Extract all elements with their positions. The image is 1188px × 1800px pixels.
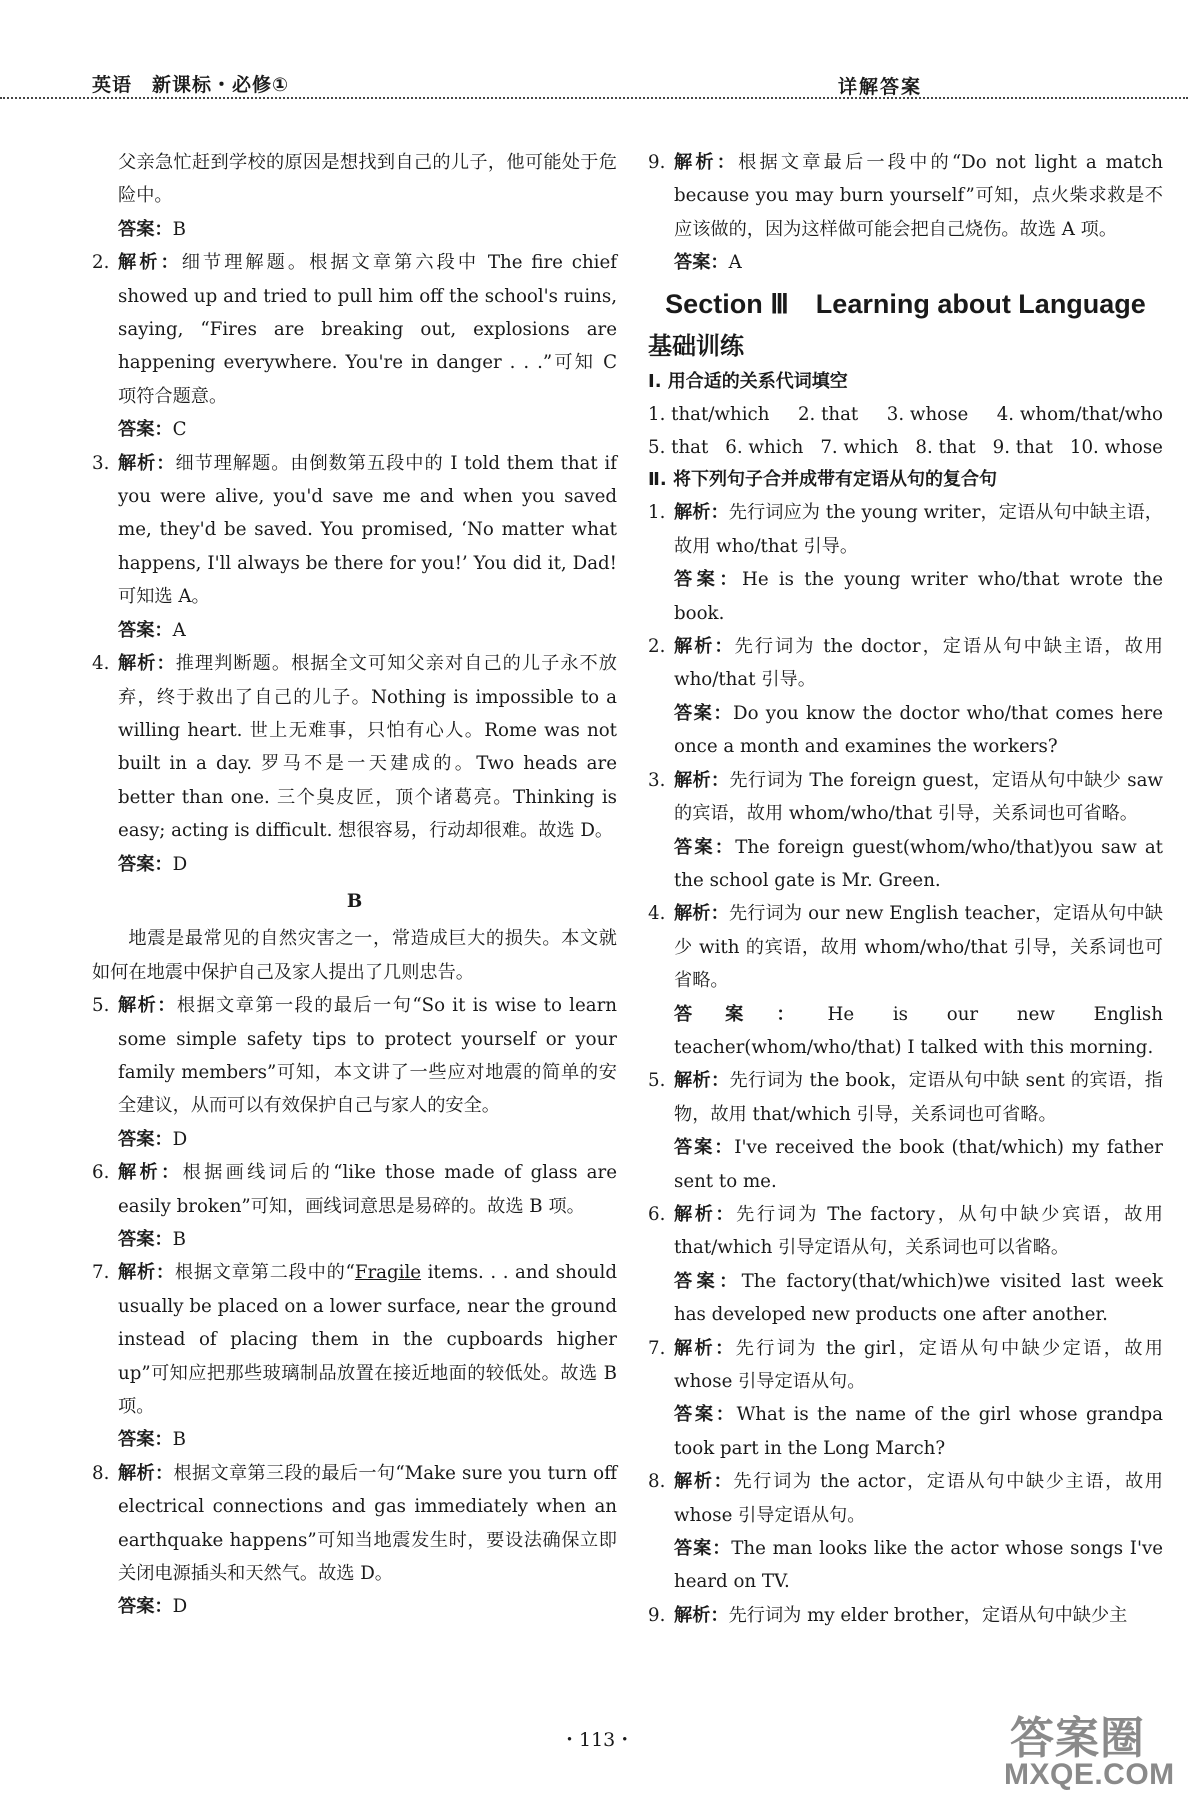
- analysis-label: 解析：: [118, 1462, 174, 1484]
- item-number: 4.: [648, 903, 666, 925]
- item-number: 9.: [648, 1604, 666, 1626]
- answer-label: 答案：: [118, 1429, 173, 1451]
- answer-label: 答案：: [674, 252, 729, 274]
- analysis-text: 根据画线词后的“like those made of glass are easily broken”可知，画线词意思是易碎的。故选 B 项。: [118, 1162, 617, 1217]
- passage-b-heading: B: [346, 890, 363, 912]
- answer-value: A: [728, 252, 742, 274]
- analysis-label: 解析：: [674, 636, 735, 658]
- analysis-label: 解析：: [674, 502, 729, 524]
- item-number: 8.: [648, 1471, 666, 1493]
- answer-value: The man looks like the actor whose songs I've heard on TV.: [674, 1538, 1163, 1593]
- item-number: 9.: [648, 152, 666, 173]
- answer-value: B: [172, 1429, 186, 1451]
- analysis-label: 解析：: [118, 995, 177, 1017]
- fill-answer: 9. that: [992, 437, 1053, 459]
- question-1: [648, 496, 1163, 563]
- item-7: [92, 1256, 617, 1423]
- answer-value: C: [172, 419, 187, 441]
- analysis-text: 细节理解题。根据文章第六段中 The fire chief showed up and tried to pull him off the school's ruins, saying, “Fires are breaking out, explosions are happening everywhere. You're in danger . . .”可知 C 项符合题意。: [118, 252, 617, 407]
- answer-label: 答案：: [118, 419, 173, 441]
- answer-3: [92, 614, 617, 647]
- analysis-label: 解析：: [674, 1471, 734, 1493]
- analysis-label: 解析：: [674, 903, 729, 925]
- answer-value: D: [172, 853, 188, 875]
- fill-answers-row-2: [648, 431, 1163, 464]
- analysis-text: 根据文章第一段的最后一句“So it is wise to learn some simple safety tips to protect yourself or your family members”可知，本文讲了一些应对地震的简单的安全建议，从而可以有效保护自己与家人的安全。: [118, 995, 617, 1117]
- item-5: [92, 989, 617, 1123]
- answer-q5: [648, 1131, 1163, 1198]
- answer-label: 答案：: [118, 619, 173, 641]
- question-5: [648, 1064, 1163, 1131]
- item-number: 3.: [648, 769, 666, 791]
- answer-label: 答案：: [674, 702, 733, 724]
- analysis-text: 先行词为 the doctor，定语从句中缺主语，故用 who/that 引导。: [674, 636, 1163, 691]
- answer-value: B: [172, 1229, 186, 1250]
- answer-q3: [648, 831, 1163, 898]
- answer-7: [92, 1423, 617, 1456]
- analysis-text: 先行词为 The factory，从句中缺少宾语，故用 that/which 引导定语从句，关系词也可以省略。: [674, 1203, 1163, 1259]
- answer-label: 答案：: [674, 1137, 735, 1159]
- watermark-logo: [1002, 1702, 1182, 1794]
- left-column: [92, 146, 617, 1624]
- answer-5: [92, 1123, 617, 1156]
- answer-label: 答案：: [674, 1270, 742, 1292]
- question-9: [648, 1599, 1163, 1632]
- analysis-text: 先行词为 The foreign guest，定语从句中缺少 saw 的宾语，故用 whom/who/that 引导，关系词也可省略。: [674, 769, 1163, 825]
- item-number: 7.: [92, 1262, 110, 1284]
- item-8: [92, 1457, 617, 1591]
- question-8: [648, 1465, 1163, 1532]
- question-6: [648, 1198, 1163, 1265]
- answer-6: [92, 1223, 617, 1256]
- fill-answer: 8. that: [915, 437, 976, 459]
- answer-9: [648, 246, 1163, 279]
- page-number: ・113・: [560, 1729, 635, 1751]
- analysis-label: 解析：: [118, 452, 176, 474]
- fill-answer: 3. whose: [886, 403, 969, 425]
- question-4: [648, 897, 1163, 997]
- item-number: 1.: [648, 502, 666, 524]
- analysis-label: 解析：: [118, 1162, 183, 1184]
- answer-4: [92, 848, 617, 881]
- item-number: 4.: [92, 653, 110, 675]
- item-1-continued: 父亲急忙赶到学校的原因是想找到自己的儿子，他可能处于危险中。: [118, 152, 617, 207]
- analysis-label: 解析：: [674, 152, 739, 173]
- analysis-text: 先行词为 our new English teacher，定语从句中缺少 with 的宾语，故用 whom/who/that 引导，关系词也可省略。: [674, 903, 1163, 992]
- question-3: [648, 764, 1163, 831]
- answer-label: 答案：: [674, 1003, 828, 1025]
- answer-q2: [648, 697, 1163, 764]
- watermark-text: 答案圈: [1010, 1713, 1145, 1764]
- item-number: 5.: [92, 995, 110, 1017]
- watermark-url: MXQE.COM: [1004, 1758, 1175, 1791]
- analysis-text: 先行词为 the actor，定语从句中缺少主语，故用 whose 引导定语从句。: [674, 1471, 1163, 1526]
- fill-answer: 6. which: [725, 437, 804, 459]
- section-label: 详解答案: [838, 76, 923, 98]
- answer-label: 答案：: [674, 836, 736, 858]
- analysis-label: 解析：: [118, 252, 182, 274]
- answer-value: The foreign guest(whom/who/that)you saw at the school gate is Mr. Green.: [674, 836, 1163, 891]
- item-number: 5.: [648, 1070, 666, 1092]
- analysis-label: 解析：: [674, 1203, 737, 1225]
- analysis-label: 解析：: [118, 653, 176, 675]
- page-header: [0, 0, 1188, 100]
- answer-value: Do you know the doctor who/that comes here once a month and examines the workers?: [674, 702, 1163, 758]
- analysis-text: 先行词为 the book，定语从句中缺 sent 的宾语，指物，故用 that/which 引导，关系词也可省略。: [674, 1070, 1163, 1125]
- fill-answer: 1. that/which: [648, 403, 770, 425]
- answer-value: A: [172, 619, 186, 641]
- answer-q7: [648, 1398, 1163, 1465]
- answer-2: [92, 413, 617, 446]
- answer-label: 答案：: [118, 218, 173, 240]
- analysis-label: 解析：: [674, 1337, 736, 1359]
- item-number: 7.: [648, 1337, 666, 1359]
- analysis-text: 先行词为 the girl，定语从句中缺少定语，故用 whose 引导定语从句。: [674, 1337, 1163, 1392]
- answer-1: [92, 213, 617, 246]
- answer-value: He is our new English teacher(whom/who/that) I talked with this morning.: [674, 1003, 1163, 1058]
- answer-label: 答案：: [118, 1229, 173, 1250]
- answer-value: The factory(that/which)we visited last week has developed new products one after another.: [674, 1270, 1163, 1326]
- fill-answer: 4. whom/that/who: [996, 403, 1163, 425]
- answer-label: 答案：: [118, 1596, 173, 1618]
- answer-value: I've received the book (that/which) my father sent to me.: [674, 1137, 1163, 1192]
- answer-label: 答案：: [674, 1538, 732, 1560]
- item-3: [92, 447, 617, 614]
- analysis-text: 推理判断题。根据全文可知父亲对自己的儿子永不放弃，终于救出了自己的儿子。Nothing is impossible to a willing heart. 世上无难事，只怕有心人。Rome was not built in a day. 罗马不是一天建成的。Two heads are better than one. 三个臭皮匠，顶个诸葛亮。Thinking is easy; acting is difficult. 想很容易，行动却很难。故选 D。: [118, 653, 617, 842]
- analysis-label: 解析：: [674, 769, 730, 791]
- item-number: 8.: [92, 1462, 110, 1484]
- passage-b-intro: 地震是最常见的自然灾害之一，常造成巨大的损失。本文就如何在地震中保护自己及家人提出了几则忠告。: [92, 928, 617, 983]
- answer-value: D: [172, 1128, 188, 1150]
- part-2-title: Ⅱ. 将下列句子合并成带有定语从句的复合句: [648, 469, 997, 491]
- fill-answers-row-1: [648, 398, 1163, 431]
- question-7: [648, 1332, 1163, 1399]
- analysis-label: 解析：: [674, 1070, 730, 1092]
- item-number: 6.: [648, 1203, 666, 1225]
- analysis-text: 先行词应为 the young writer，定语从句中缺主语，故用 who/that 引导。: [674, 502, 1163, 557]
- answer-label: 答案：: [674, 1404, 737, 1426]
- book-title: 英语 新课标・必修①: [92, 74, 290, 96]
- question-2: [648, 630, 1163, 697]
- section-title: Section Ⅲ Learning about Language: [665, 288, 1146, 319]
- analysis-text: 根据文章最后一段中的“Do not light a match because you may burn yourself”可知，点火柴求救是不应该做的，因为这样做可能会把自己烧伤。故选 A 项。: [674, 152, 1163, 240]
- fill-answer: 2. that: [797, 403, 859, 425]
- answer-q8: [648, 1532, 1163, 1599]
- item-9: [648, 146, 1163, 246]
- right-column: [648, 146, 1163, 1632]
- analysis-text: 根据文章第二段中的“: [174, 1262, 355, 1284]
- analysis-text: items. . . and should usually be placed on a lower surface, near the ground instead of placing them in the cupboards higher up”可知应把那些玻璃制品放置在接近地面的较低处。故选 B 项。: [118, 1262, 617, 1418]
- underlined-word: Fragile: [354, 1262, 422, 1284]
- answer-label: 答案：: [118, 1128, 173, 1150]
- fill-answer: 5. that: [648, 437, 709, 459]
- analysis-label: 解析：: [674, 1604, 729, 1626]
- answer-q4: [648, 998, 1163, 1065]
- item-4: [92, 647, 617, 847]
- analysis-text: 根据文章第三段的最后一句“Make sure you turn off electrical connections and gas immediately when an earthquake happens”可知当地震发生时，要设法确保立即关闭电源插头和天然气。故选 D。: [118, 1462, 617, 1585]
- analysis-text: 细节理解题。由倒数第五段中的 I told them that if you were alive, you'd save me and when you saved me, they'd be saved. You promised, ‘No matter what happens, I'll always be there for you!’ You did it, Dad! 可知选 A。: [118, 452, 617, 608]
- item-number: 2.: [92, 252, 110, 274]
- answer-8: [92, 1590, 617, 1623]
- answer-value: B: [172, 218, 186, 240]
- fill-answer: 7. which: [820, 437, 899, 459]
- analysis-label: 解析：: [118, 1262, 175, 1284]
- analysis-text: 先行词为 my elder brother，定语从句中缺少主: [728, 1604, 1128, 1626]
- header-divider: [0, 97, 1188, 99]
- answer-label: 答案：: [118, 853, 173, 875]
- item-2: [92, 246, 617, 413]
- answer-label: 答案：: [674, 569, 742, 591]
- item-number: 2.: [648, 636, 666, 658]
- part-1-title: Ⅰ. 用合适的关系代词填空: [648, 370, 848, 392]
- item-6: [92, 1156, 617, 1223]
- item-number: 3.: [92, 452, 110, 474]
- subsection-title: 基础训练: [648, 331, 744, 360]
- answer-value: D: [172, 1596, 188, 1618]
- answer-q1: [648, 563, 1163, 630]
- fill-answer: 10. whose: [1069, 437, 1163, 459]
- item-number: 6.: [92, 1162, 110, 1184]
- answer-value: He is the young writer who/that wrote the book.: [674, 569, 1163, 624]
- answer-value: What is the name of the girl whose grandpa took part in the Long March?: [674, 1404, 1163, 1459]
- answer-q6: [648, 1265, 1163, 1332]
